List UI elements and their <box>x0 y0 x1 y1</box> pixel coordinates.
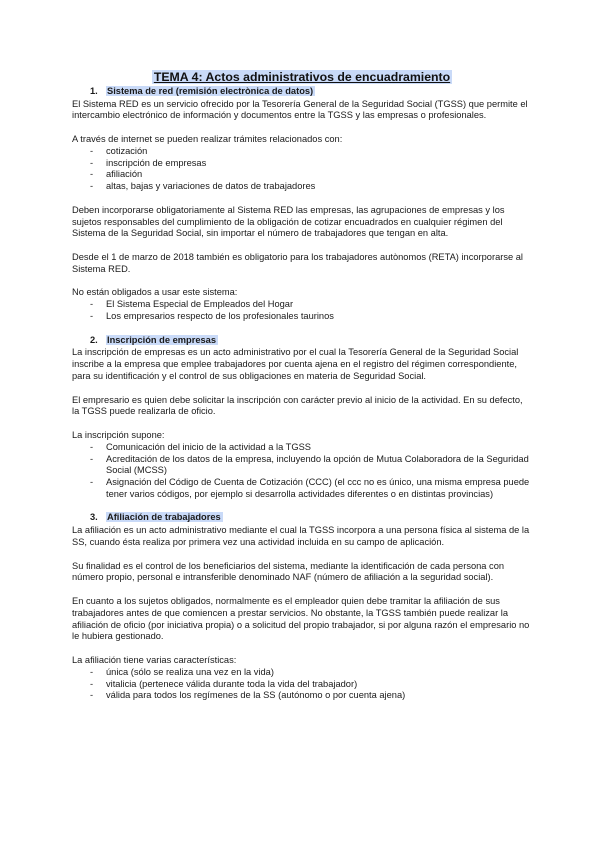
paragraph: La inscripción supone: <box>72 429 165 440</box>
section-number: 2. <box>90 334 98 345</box>
document-title: TEMA 4: Actos administrativos de encuadramiento <box>153 70 451 84</box>
list-item: - Acreditación de los datos de la empresa, incluyendo la opción de Mutua Colaboradora de la Seguridad Social (MCSS) <box>90 454 532 478</box>
sections <box>72 86 532 702</box>
paragraph-gap <box>72 193 532 205</box>
section-gap <box>72 501 532 513</box>
paragraph: La afiliación tiene varias características: <box>72 655 237 666</box>
paragraph: La inscripción de empresas es un acto administrativo por el cual la Tesorería General de la Seguridad Social inscribe a la empresa que emplee trabajadores por cuenta ajena en el registro del régimen correspondiente, para su identificación y el control de sus obligaciones en materia de Seguridad Social. <box>72 347 519 381</box>
paragraph-gap <box>72 383 532 395</box>
section-heading <box>92 335 532 347</box>
section-heading <box>92 86 532 98</box>
list-item: - Los empresarios respecto de los profesionales taurinos <box>90 311 532 323</box>
section-number: 3. <box>90 512 98 523</box>
title-wrap <box>72 70 532 85</box>
list-item: - Comunicación del inicio de la actividad a la TGSS <box>90 442 532 454</box>
list-item: - única (sólo se realiza una vez en la vida) <box>90 667 532 679</box>
paragraph: En cuanto a los sujetos obligados, normalmente es el empleador quien debe tramitar la afiliación de sus trabajadores antes de que comiencen a prestar servicios. No obstante, la TGSS también puede realizar la afiliación de oficio (por iniciativa propia) o a solicitud del propio trabajador, si por alguna razón el empresario no le hubiera gestionado. <box>72 596 530 642</box>
bullet-list <box>72 299 532 323</box>
paragraph-gap <box>72 549 532 561</box>
paragraph: El Sistema RED es un servicio ofrecido por la Tesorería General de la Seguridad Social (TGSS) que permite el intercambio electrónico de información y documentos entre la TGSS y las empresas o profesionales. <box>72 98 528 121</box>
list-item: - altas, bajas y variaciones de datos de trabajadores <box>90 181 532 193</box>
paragraph: La afiliación es un acto administrativo mediante el cual la TGSS incorpora a una persona física al sistema de la SS, cuando ésta realiza por primera vez una actividad incluida en su campo de aplicación. <box>72 525 530 548</box>
paragraph-gap <box>72 276 532 288</box>
paragraph-gap <box>72 584 532 596</box>
paragraph: El empresario es quien debe solicitar la inscripción con carácter previo al inicio de la actividad. En su defecto, la TGSS puede realizarla de oficio. <box>72 394 523 417</box>
list-item: - cotización <box>90 146 532 158</box>
list-item: - El Sistema Especial de Empleados del Hogar <box>90 299 532 311</box>
paragraph-gap <box>72 418 532 430</box>
section-heading <box>92 512 532 524</box>
section-title: Sistema de red (remisión electrònica de datos) <box>107 85 314 96</box>
paragraph-gap <box>72 240 532 252</box>
list-item: - Asignación del Código de Cuenta de Cotización (CCC) (el ccc no es único, una misma empresa puede tener varios códigos, por ejemplo si desarrolla actividades diferentes o en distintas provincias) <box>90 477 532 501</box>
document-body <box>72 70 532 702</box>
paragraph: A través de internet se pueden realizar trámites relacionados con: <box>72 133 343 144</box>
section-title: Inscripción de empresas <box>107 334 217 345</box>
list-item: - válida para todos los regímenes de la SS (autónomo o por cuenta ajena) <box>90 690 532 702</box>
paragraph-gap <box>72 643 532 655</box>
list-item: - vitalicia (pertenece válida durante toda la vida del trabajador) <box>90 679 532 691</box>
paragraph: Deben incorporarse obligatoriamente al Sistema RED las empresas, las agrupaciones de empresas y los sujetos responsables del cumplimiento de la obligación de cotizar encuadrados en cualquier régimen del Sistema de la Seguridad Social, sin importar el número de trabajadores que tengan en alta. <box>72 204 505 239</box>
list-item: - inscripción de empresas <box>90 158 532 170</box>
section-number: 1. <box>90 85 98 96</box>
bullet-list <box>72 146 532 193</box>
list-item: - afiliación <box>90 169 532 181</box>
bullet-list <box>72 667 532 702</box>
section-title: Afiliación de trabajadores <box>107 512 221 523</box>
paragraph: Desde el 1 de marzo de 2018 también es obligatorio para los trabajadores autònomos (RETA) incorporarse al Sistema RED. <box>72 251 523 274</box>
section-gap <box>72 323 532 335</box>
paragraph: No están obligados a usar este sistema: <box>72 287 238 298</box>
bullet-list <box>72 442 532 501</box>
paragraph-gap <box>72 122 532 134</box>
paragraph: Su finalidad es el control de los beneficiarios del sistema, mediante la identificación de cada persona con número propio, personal e intransferible denominado NAF (número de afiliación a la seguridad social). <box>72 560 505 583</box>
